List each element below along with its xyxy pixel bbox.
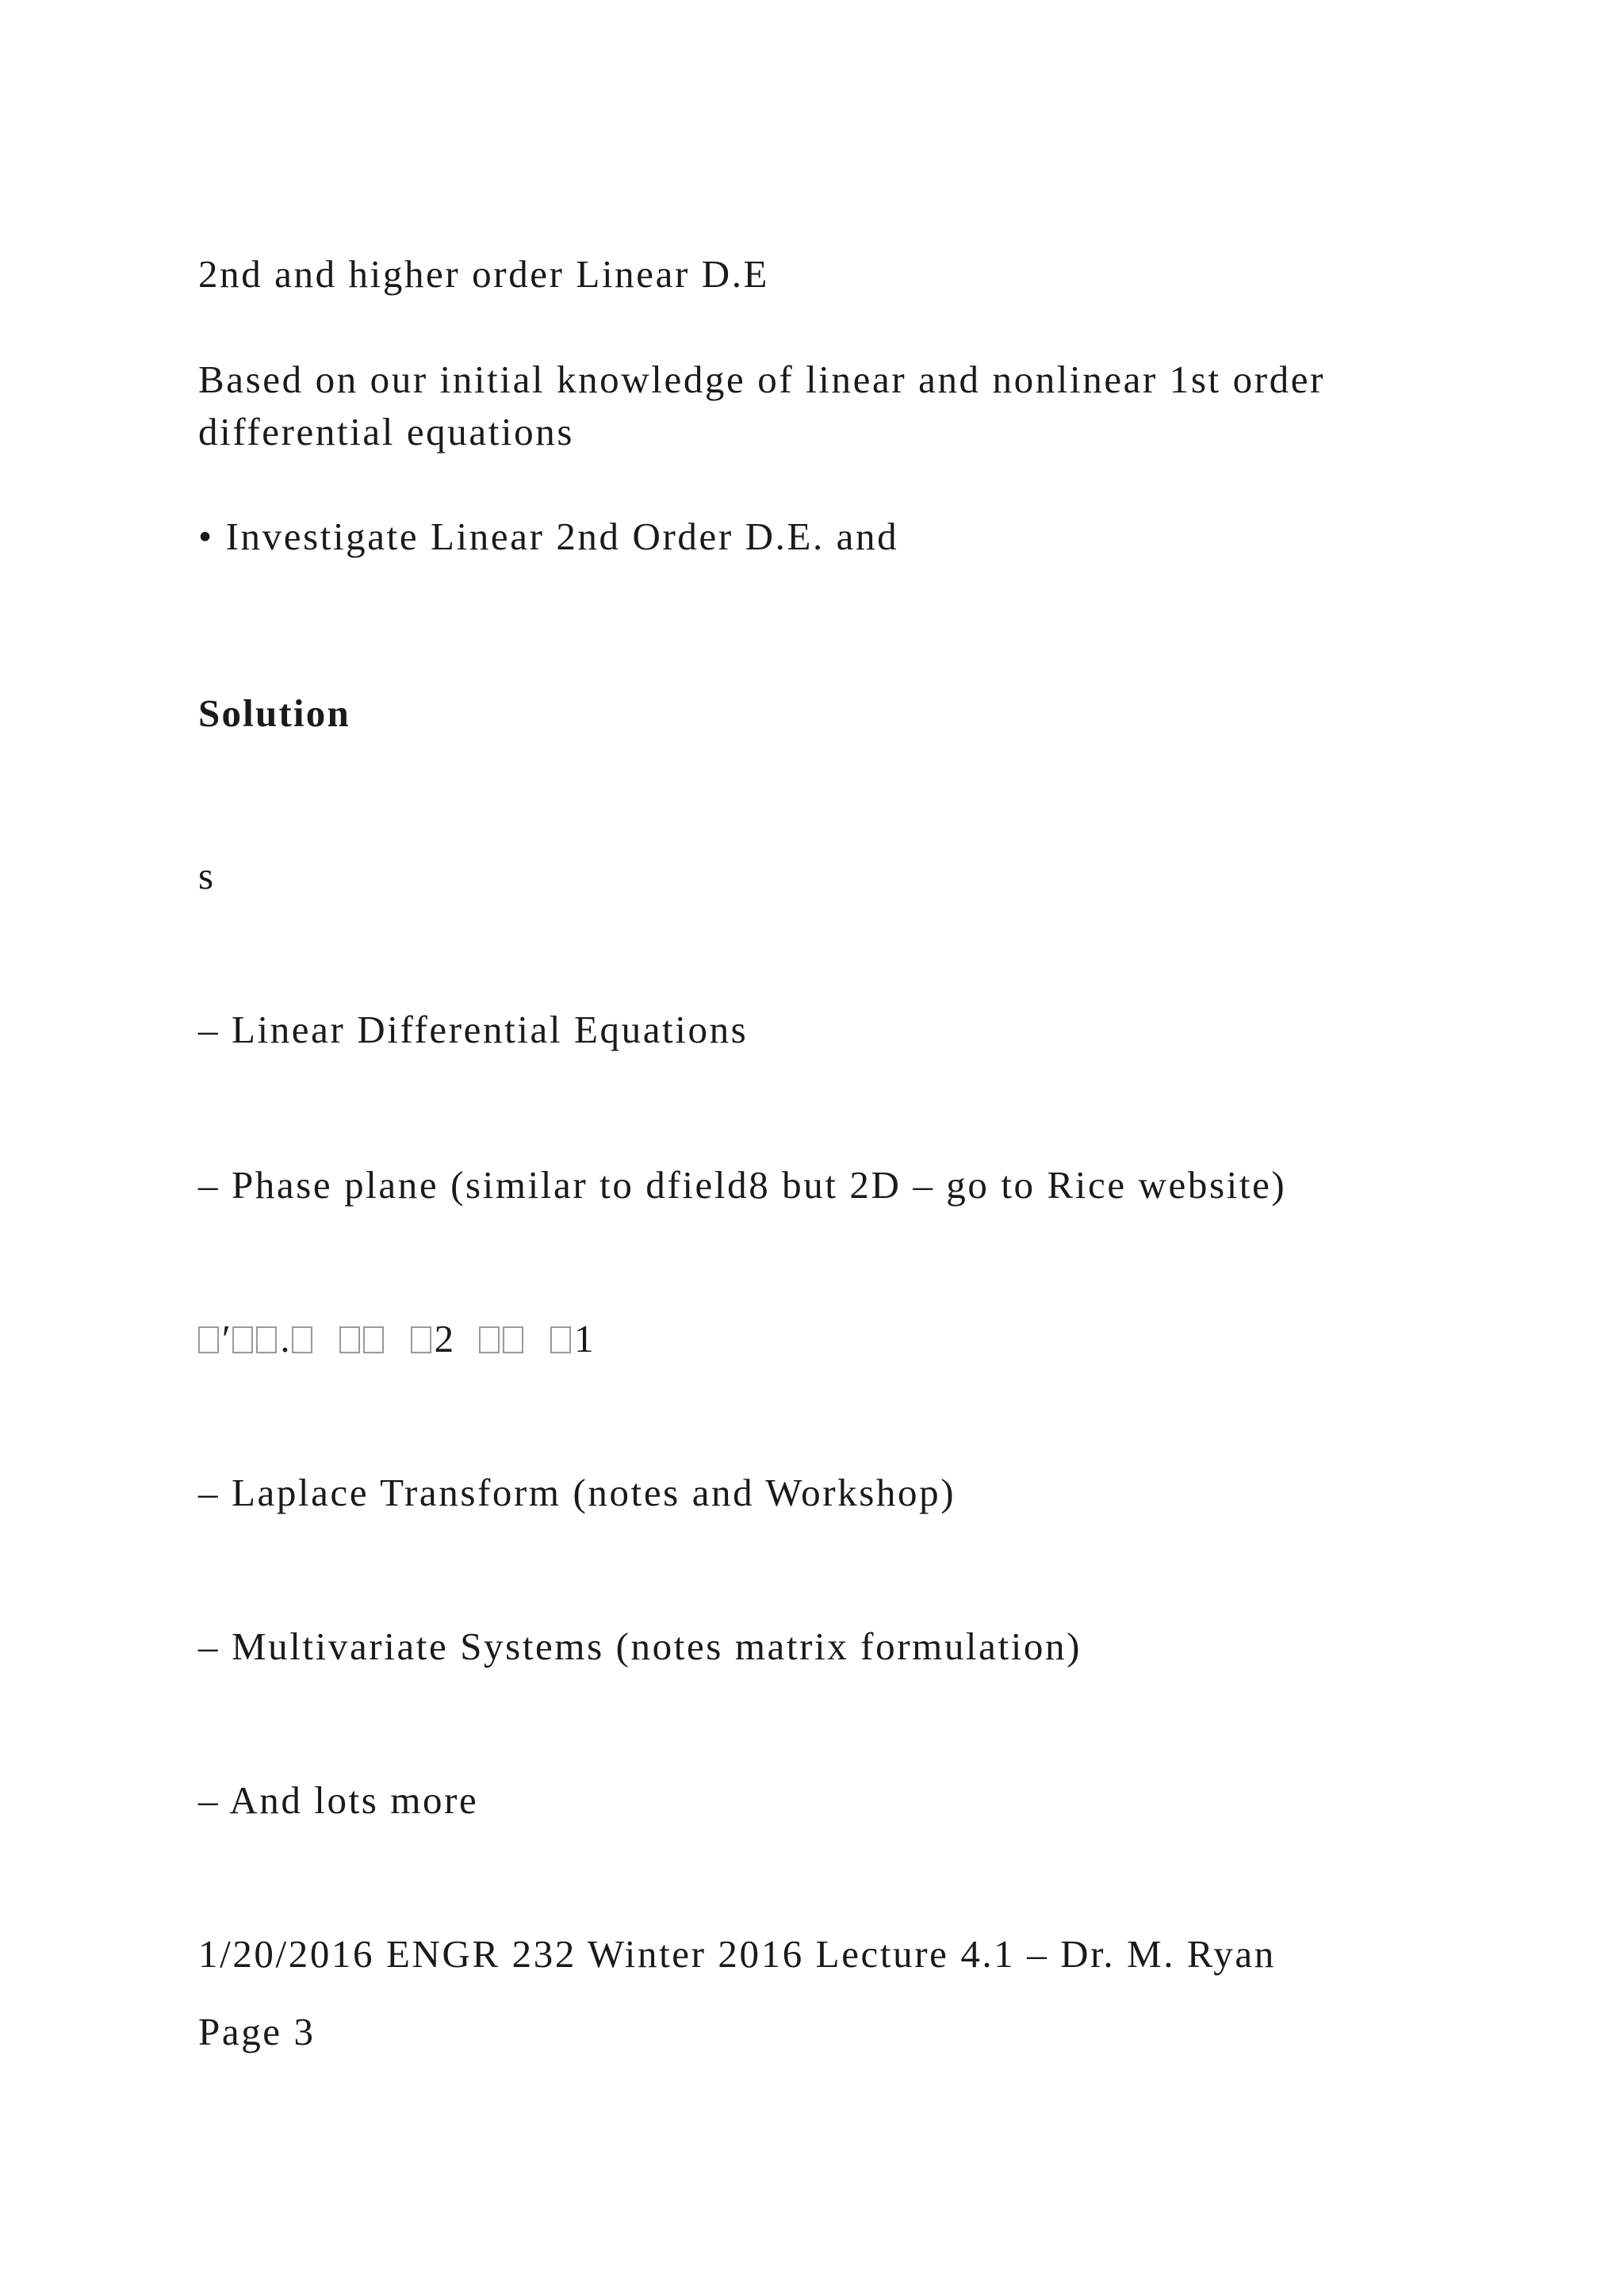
- missing-glyph-icon: [503, 1326, 523, 1353]
- page-number: Page 3: [198, 2010, 316, 2053]
- missing-glyph-icon: [479, 1326, 500, 1353]
- footer-lecture-info: 1/20/2016 ENGR 232 Winter 2016 Lecture 4.1 – Dr. M. Ryan: [198, 1932, 1276, 1976]
- document-title: 2nd and higher order Linear D.E: [198, 252, 770, 296]
- stray-letter: s: [198, 854, 216, 897]
- equation-two: 2: [434, 1317, 456, 1360]
- equation-dot: .: [280, 1317, 293, 1360]
- item-phase-plane: – Phase plane (similar to dfield8 but 2D – go to Rice website): [198, 1163, 1287, 1207]
- missing-glyph-icon: [411, 1326, 431, 1353]
- missing-glyph-icon: [256, 1326, 277, 1353]
- item-lots-more: – And lots more: [198, 1778, 479, 1822]
- item-linear-de: – Linear Differential Equations: [198, 1008, 749, 1051]
- equation-prime: ′: [222, 1317, 233, 1360]
- equation-one: 1: [574, 1317, 596, 1360]
- intro-paragraph: Based on our initial knowledge of linear and nonlinear 1st order differential equations: [198, 358, 1325, 453]
- missing-glyph-icon: [292, 1326, 312, 1353]
- missing-glyph-icon: [198, 1326, 219, 1353]
- solution-heading: Solution: [198, 691, 350, 735]
- bullet-investigate: • Investigate Linear 2nd Order D.E. and: [198, 515, 899, 558]
- missing-glyph-icon: [550, 1326, 571, 1353]
- missing-glyph-icon: [363, 1326, 384, 1353]
- item-laplace: – Laplace Transform (notes and Workshop): [198, 1471, 956, 1514]
- missing-glyph-icon: [232, 1326, 253, 1353]
- item-multivariate: – Multivariate Systems (notes matrix formulation): [198, 1624, 1082, 1668]
- equation-line: [198, 1313, 1467, 1365]
- missing-glyph-icon: [339, 1326, 360, 1353]
